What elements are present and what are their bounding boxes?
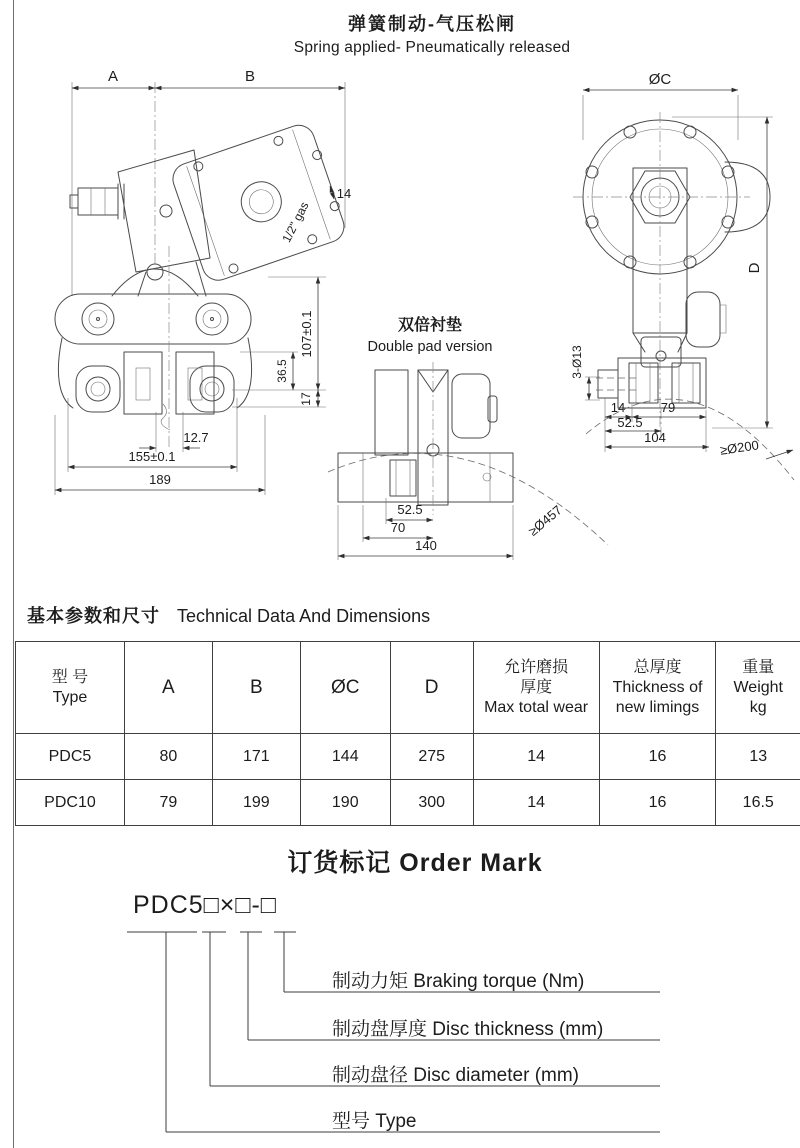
- dim-79: 79: [660, 400, 676, 415]
- double-pad-title-chinese: 双倍衬垫: [397, 317, 463, 334]
- dim-14-front: 14: [610, 400, 626, 415]
- title-chinese: 弹簧制动-气压松闸: [347, 14, 516, 34]
- title-english: Spring applied- Pneumatically released: [293, 39, 571, 56]
- dim-D: D: [746, 262, 763, 274]
- order-mark-label-braking-torque: 制动力矩 Braking torque (Nm): [332, 971, 585, 992]
- dim-36-5: 36.5: [275, 359, 289, 383]
- dim-gas-thread: 1/2" gas: [279, 199, 312, 245]
- section-heading-english: Technical Data And Dimensions: [177, 606, 431, 626]
- dim-B: B: [244, 68, 256, 85]
- dim-14-side: 14: [336, 186, 352, 201]
- section-heading-chinese: 基本参数和尺寸: [27, 606, 160, 626]
- table-header-row: [16, 642, 800, 734]
- double-pad-drawing: [328, 315, 608, 560]
- dim-70: 70: [390, 520, 406, 535]
- header-type-en: Type: [52, 688, 88, 706]
- dim-OC: ØC: [648, 71, 672, 88]
- section-heading: [27, 602, 430, 628]
- table-row-pdc10: [16, 780, 800, 826]
- cell-OC: 190: [300, 780, 390, 826]
- cell-max-wear: 14: [473, 734, 599, 780]
- front-view-drawing: [570, 71, 794, 480]
- double-pad-title-english: Double pad version: [367, 339, 493, 355]
- cell-weight: 13: [716, 734, 800, 780]
- dim-3xO13: 3-Ø13: [570, 345, 584, 379]
- technical-data-table: [15, 641, 800, 826]
- cell-D: 300: [390, 780, 473, 826]
- cell-type: PDC5: [16, 734, 125, 780]
- header-weight: 重量 Weight kg: [716, 642, 800, 734]
- dim-155: 155±0.1: [128, 449, 176, 464]
- dim-disc-200: ≥Ø200: [719, 437, 760, 458]
- header-OC: ØC: [300, 642, 390, 734]
- header-type-zh: 型 号: [51, 668, 89, 686]
- header-A: A: [124, 642, 212, 734]
- dim-17: 17: [299, 392, 313, 406]
- header-max-wear: 允许磨损 厚度 Max total wear: [473, 642, 599, 734]
- dim-104: 104: [644, 430, 666, 445]
- cell-max-wear: 14: [473, 780, 599, 826]
- side-view-drawing: [55, 68, 351, 495]
- cell-B: 171: [212, 734, 300, 780]
- cell-D: 275: [390, 734, 473, 780]
- dim-disc-457: ≥Ø457: [525, 502, 565, 539]
- header-D: D: [390, 642, 473, 734]
- cell-B: 199: [212, 780, 300, 826]
- cell-A: 79: [124, 780, 212, 826]
- cell-OC: 144: [300, 734, 390, 780]
- order-mark-label-type: 型号 Type: [332, 1111, 417, 1132]
- dim-189: 189: [149, 472, 171, 487]
- dim-140: 140: [415, 538, 437, 553]
- header-type: [16, 642, 125, 734]
- cell-type: PDC10: [16, 780, 125, 826]
- order-mark-label-disc-thickness: 制动盘厚度 Disc thickness (mm): [332, 1019, 604, 1040]
- cell-A: 80: [124, 734, 212, 780]
- table-row-pdc5: [16, 734, 800, 780]
- cell-thickness: 16: [599, 734, 716, 780]
- header-thickness-new: 总厚度 Thickness of new limings: [599, 642, 716, 734]
- order-mark-label-disc-diameter: 制动盘径 Disc diameter (mm): [332, 1065, 580, 1086]
- cell-thickness: 16: [599, 780, 716, 826]
- dim-A: A: [107, 68, 119, 85]
- dim-52-5-mid: 52.5: [397, 502, 423, 517]
- dim-52-5-front: 52.5: [617, 415, 643, 430]
- header-B: B: [212, 642, 300, 734]
- order-mark-code: PDC5□×□-□: [133, 891, 277, 919]
- dim-12-7: 12.7: [183, 430, 209, 445]
- dim-107: 107±0.1: [299, 310, 314, 358]
- order-mark-heading: 订货标记 Order Mark: [287, 849, 543, 877]
- cell-weight: 16.5: [716, 780, 800, 826]
